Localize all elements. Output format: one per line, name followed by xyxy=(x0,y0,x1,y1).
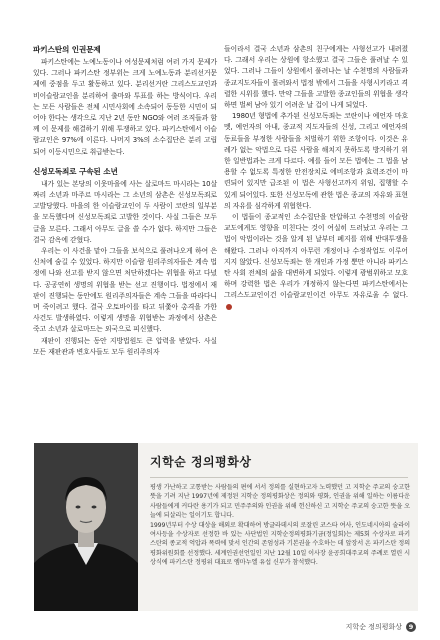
paragraph: 파키스탄에는 노예노동이나 여성문제처럼 여러 가지 문제가 있다. 그러나 파키스탄 정부위는 크게 노예노동과 분리선거문제에 중점을 두고 활동하고 있다. 분리선거란 그리스도교인과 비이슬람교인을 분리하여 출마와 투표를 하는 방식이다. 우리는 모든 사람들은 전체 시민사회에 소속되어 동등한 시민이 되어야 한다는 생각으로 지난 2년 동안 NGO와 여러 조직들과 함께 이 문제를 해결하기 위해 투쟁하고 있다. 파키스탄에서 이슬람교인은 97%에 이른다. 나머지 3%의 소수집단은 분리 고립되어 이등시민으로 취급받는다. xyxy=(33,58,217,156)
prize-title: 지학순 정의평화상 xyxy=(150,455,252,469)
page-footer xyxy=(346,622,416,632)
portrait-illustration xyxy=(34,443,138,611)
prize-body xyxy=(150,483,410,568)
portrait-photo xyxy=(34,443,138,611)
paragraph-text: 이 법들이 종교적인 소수집단을 탄압하고 수천명의 이슬람교도에게도 영향을 미친다는 것이 여실히 드러났고 우리는 그 법이 악법이라는 것을 알게 된 날부터 폐지를 위해 반대투쟁을 해왔다. 그러나 아직까지 아무런 개정이나 수정작업도 이루어지지 않았다. 신성모독죄는 한 개인과 가정 뿐만 아니라 파키스탄 사회 전체의 삶을 대변하게 되었다. 이렇게 광범위하고 모호하며 강력한 법은 우리가 개정하지 않는다면 파키스탄에서는 그리스도교인이건 이슬람교인이건 아무도 자유로울 수 없다. xyxy=(224,213,408,300)
paragraph: 우리는 이 사건을 맡아 그들을 보석으로 풀려나오게 하여 은신처에 숨길 수 있었다. 하지만 이슬람 원리주의자들은 계속 법정에 나와 선고를 받지 않으면 처단하겠다는 위협을 하고 다녔다. 공공연히 생명의 위협을 받는 선고 진행이다. 법정에서 재판이 진행되는 동안에도 원리주의자들은 계속 그들을 따라다니며 죽이려고 했다. 결국 오토바이를 타고 뒤쫓아 총격을 가한 사건도 발생하였다. 이렇게 생명을 위협받는 과정에서 삼촌은 죽고 소년과 살로마드는 외국으로 피신했다. xyxy=(33,247,217,334)
page-number: 9 xyxy=(406,622,416,632)
prize-box xyxy=(34,443,418,611)
paragraph: 내가 있는 본당의 이웃마을에 사는 살로마드 마시라는 10살짜리 소년과 마주르 마시라는 그 소년의 삼촌은 신성모독죄로 고발당했다. 마을의 한 이슬람교인이 두 사람이 코란의 일부분을 모독했다며 신성모독죄로 고발한 것이다. 사실 그들은 모두 글을 모른다. 그래서 아무도 글을 쓸 수가 없다. 하지만 그들은 결국 감옥에 갇혔다. xyxy=(33,179,217,244)
publication-name: 지학순 정의평화상 xyxy=(345,623,402,631)
divider xyxy=(150,477,408,478)
prize-paragraph: 1999년부터 수상 대상을 해외로 확대하여 방글라데시의 로잘린 코스타 여사, 인도네시아의 술라이 여사등을 수상자로 선정한 바 있는 사단법인 지학순정의평화기금(정일회)는 제5회 수상자로 파키스탄의 종교적 억압과 폭력에 맞서 인간의 존엄성과 기본권을 수호하는 데 앞장서 온 파키스탄 정의평화위원회를 선정했다. 세계인권선언일인 지난 12월 10일 이사장 윤공희대주교의 주례로 열린 시상식에 파키스탄 정평위 대표로 엠마누엘 유섭 신부가 참석했다. xyxy=(150,521,410,567)
paragraph: 1980년 형법에 추가된 신성모독죄는 코란이나 예언자 마호멧, 예언자의 아내, 종교적 지도자들의 신성, 그리고 예언자의 동료들을 부정한 사람들을 처벌하기 위한 조항이다. 이것은 유례가 없는 악법으로 다른 사람을 해치지 못하도록 방지하기 위한 일반법과는 크게 다르다. 예를 들어 모든 법에는 그 법을 남용할 수 없도록 특정한 안전장치로 에비조항과 효력조건이 마련되어 있지만 급조된 이 법은 사형선고까지 위임, 집행할 수 있게 되어있다. 또한 신성모독에 관한 법은 종교의 자유와 표현의 자유를 심각하게 위협한다. xyxy=(224,112,408,210)
article-end-icon xyxy=(226,304,232,310)
section-spacer xyxy=(33,158,217,166)
paragraph-last xyxy=(224,212,408,313)
paragraph: 들이라서 결국 소년과 삼촌의 친구에게는 사형선고가 내려졌다. 그래서 우리는 상원에 항소했고 결국 그들은 풀려날 수 있었다. 그러나 그들이 상원에서 풀려나는 날 수천명의 사람들과 종교지도자들이 몰려와서 법정 밖에서 그들을 사형시키라고 격렬한 시위를 했다. 만약 그들을 고발한 종교인들의 위협을 생각하면 벌써 남아 있기 어려운 날 겁이 나게 되었다. xyxy=(224,45,408,110)
paragraph: 재판이 진행되는 동안 지방법원도 큰 압력을 받았다. 사실 모든 재판관과 변호사들도 모두 원리주의자 xyxy=(33,336,217,356)
section-heading-human-rights: 파키스탄의 인권문제 xyxy=(33,45,101,54)
prize-paragraph: 평생 가난하고 고통받는 사람들의 편에 서서 정의를 실현하고자 노력했던 고 지학순 주교의 숭고한 뜻을 기려 지난 1997년에 제정된 지학순 정의평화상은 정의와 평화, 인권을 위해 일하는 이름다운 사람들에게 커다란 용기가 되고 민주주의와 인권을 위해 헌신하신 고 지학순 주교의 숭고한 뜻을 오늘에 되살리는 일이기도 합니다. xyxy=(150,484,410,520)
right-column xyxy=(224,44,408,313)
section-heading-blasphemy-boy: 신성모독죄로 구속된 소년 xyxy=(33,166,118,176)
left-column xyxy=(33,44,217,358)
